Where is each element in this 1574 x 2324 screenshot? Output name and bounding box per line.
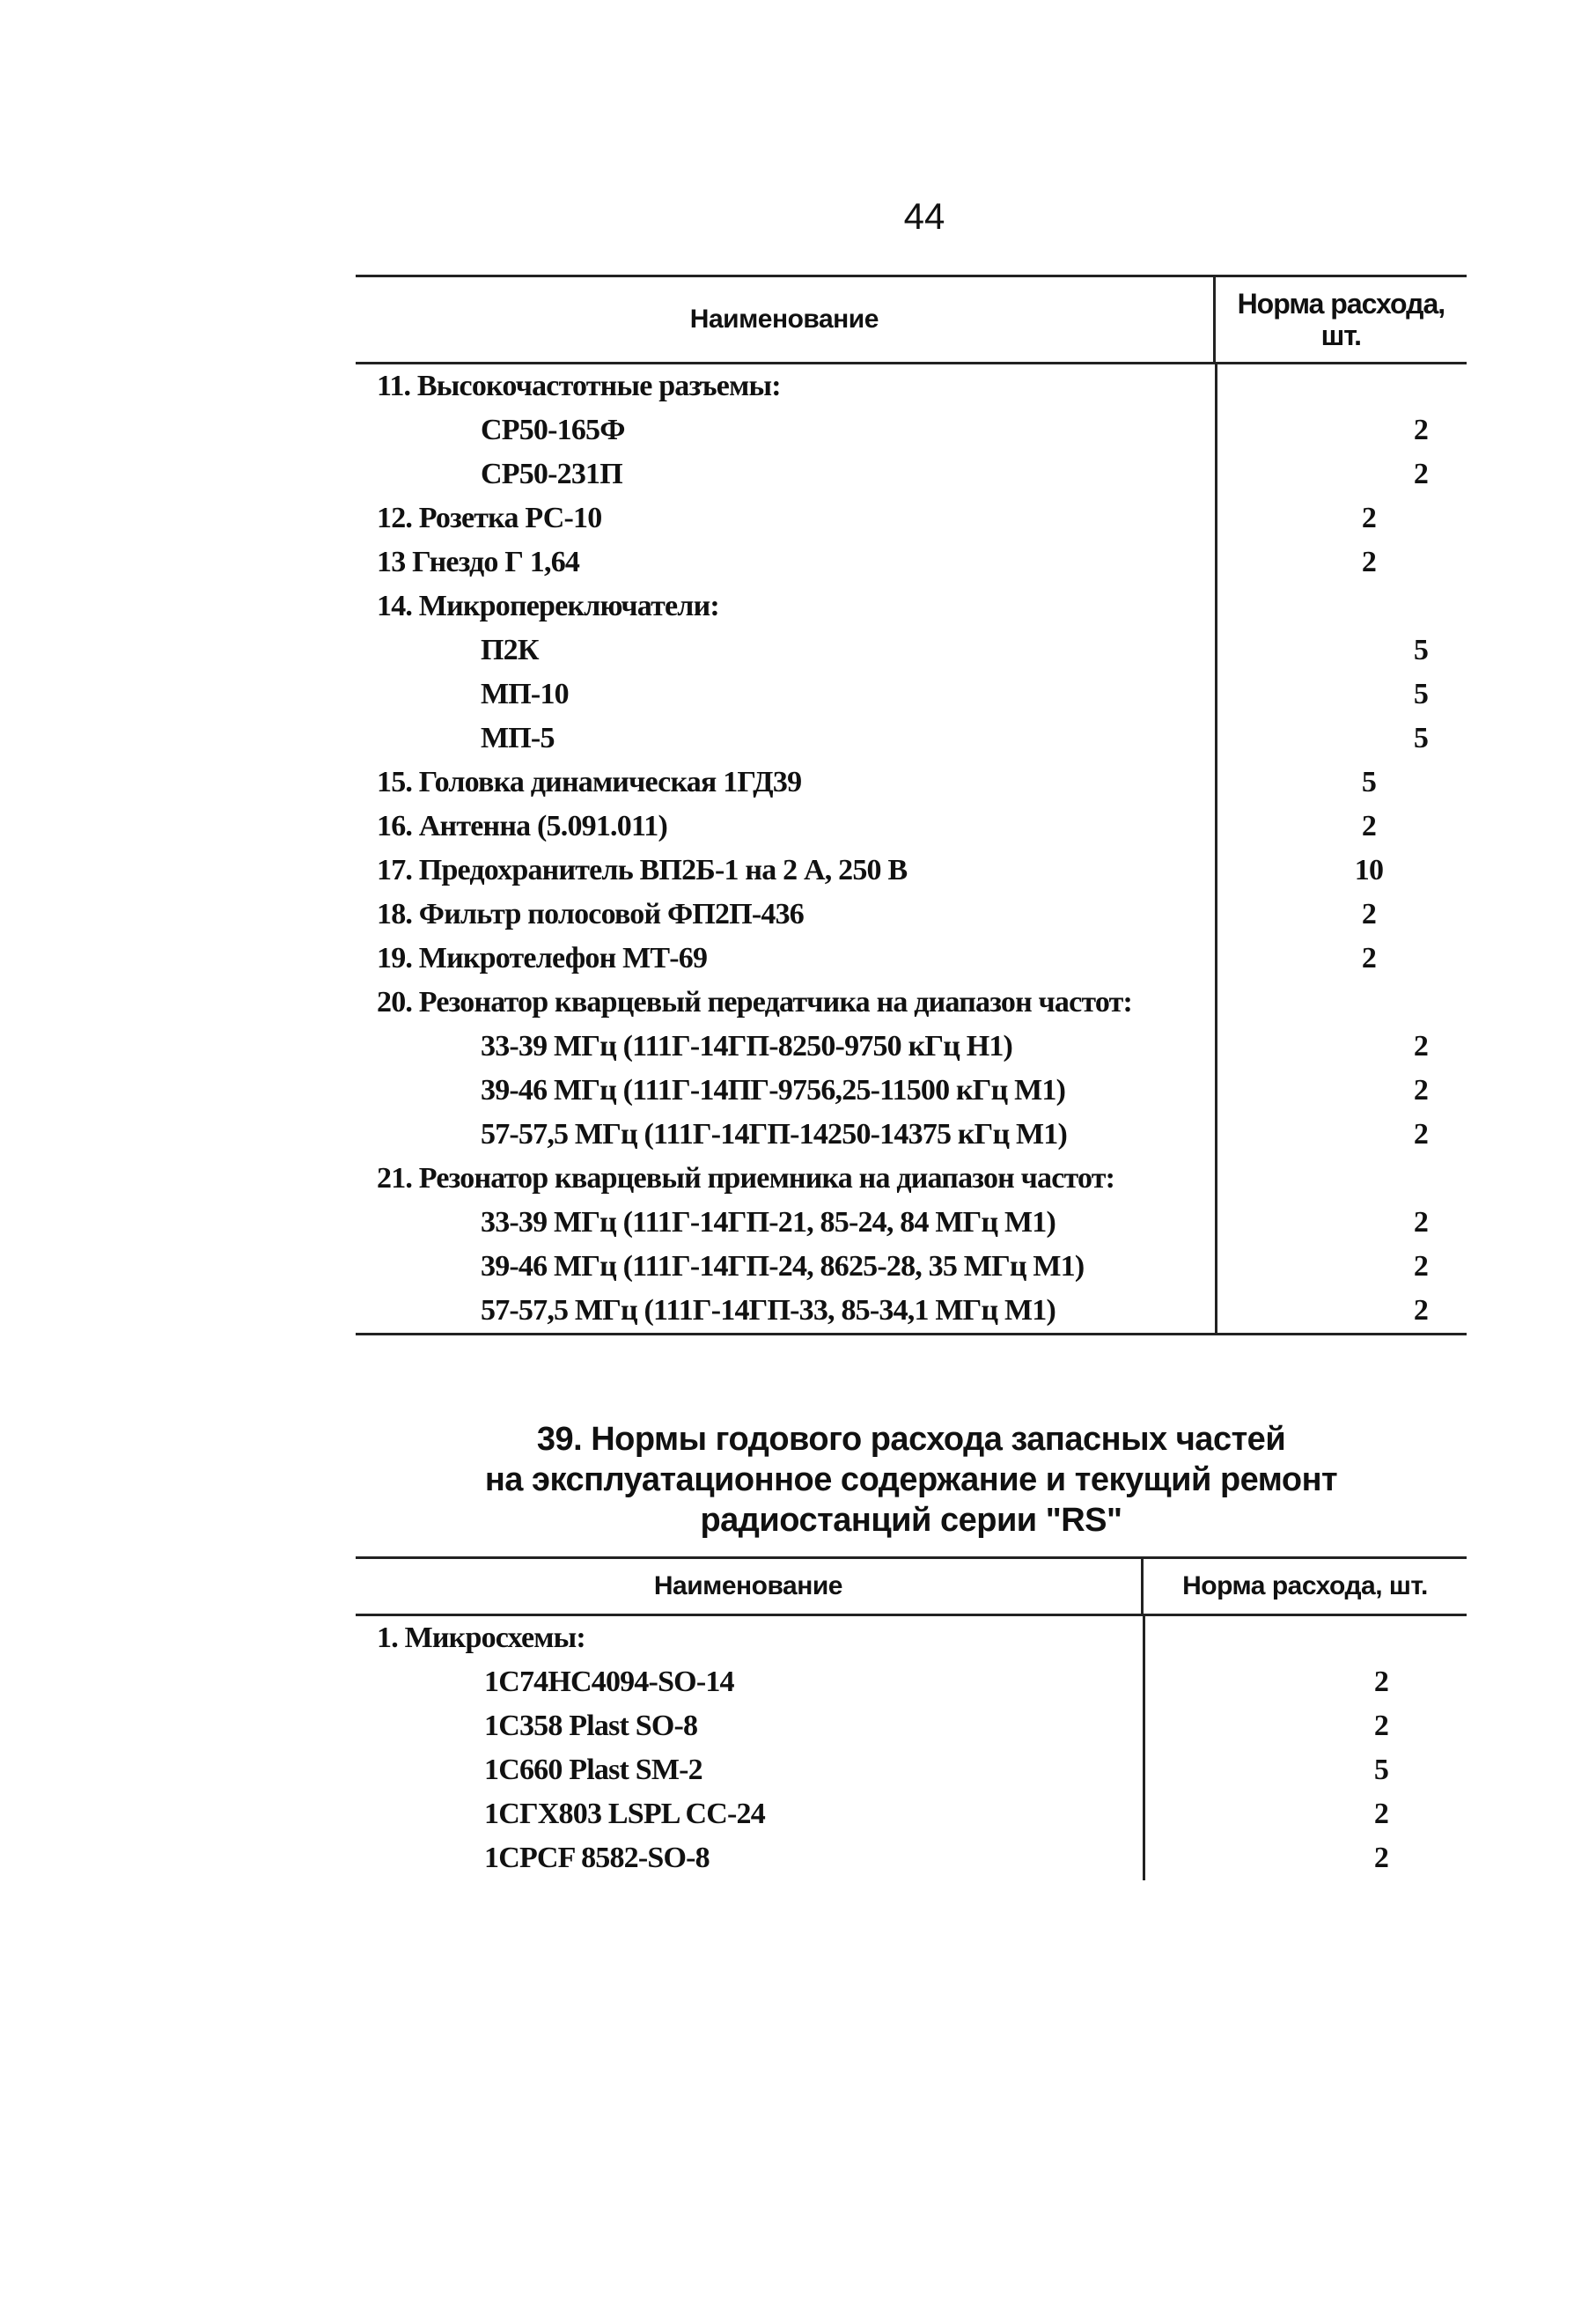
- row-name: 11. Высокочастотные разъемы:: [377, 370, 781, 402]
- row-norm-value: 2: [1413, 1206, 1429, 1239]
- row-name: МП-10: [481, 678, 569, 710]
- row-norm-value: 5: [1413, 634, 1429, 666]
- table-row: [356, 1616, 1467, 1660]
- table-row: [356, 1157, 1467, 1201]
- row-name: 16. Антенна (5.091.011): [377, 810, 667, 842]
- row-name: 1С358 Plast SO-8: [484, 1710, 698, 1742]
- table-body: [356, 1616, 1467, 1880]
- table-header: [356, 275, 1467, 364]
- row-norm-value: 2: [1361, 502, 1377, 534]
- row-name: 21. Резонатор кварцевый приемника на диапазон частот:: [377, 1162, 1115, 1195]
- section-title-line-2: на эксплуатационное содержание и текущий ремонт: [484, 1461, 1338, 1498]
- row-norm-value: 2: [1373, 1842, 1389, 1874]
- table-row: [356, 1289, 1467, 1333]
- table-row: [356, 893, 1467, 937]
- row-name: 15. Головка динамическая 1ГД39: [377, 766, 802, 798]
- row-norm-value: 5: [1373, 1754, 1389, 1786]
- row-name: П2К: [481, 634, 539, 666]
- table-row: [356, 1245, 1467, 1289]
- section-title-line-1: 39. Нормы годового расхода запасных частей: [536, 1421, 1286, 1458]
- spare-parts-table-2: [356, 1556, 1467, 1880]
- row-name: 57-57,5 МГц (111Г-14ГП-33, 85-34,1 МГц М1): [481, 1294, 1056, 1327]
- header-name: Наименование: [653, 1571, 842, 1600]
- table-row: [356, 1704, 1467, 1748]
- row-name: 1С660 Plast SM-2: [484, 1754, 702, 1786]
- row-name: 20. Резонатор кварцевый передатчика на диапазон частот:: [377, 986, 1133, 1019]
- table-row: [356, 408, 1467, 452]
- row-norm-value: 5: [1361, 766, 1377, 798]
- table-row: [356, 1836, 1467, 1880]
- row-name: 33-39 МГц (111Г-14ГП-8250-9750 кГц Н1): [481, 1030, 1013, 1063]
- section-title: [356, 1419, 1467, 1541]
- row-norm-value: 2: [1413, 1118, 1429, 1151]
- table-row: [356, 1660, 1467, 1704]
- row-norm-value: 2: [1413, 414, 1429, 446]
- row-norm-value: 2: [1413, 458, 1429, 490]
- table-row: [356, 981, 1467, 1025]
- row-norm-value: 2: [1413, 1294, 1429, 1327]
- row-name: МП-5: [481, 722, 555, 754]
- table-row: [356, 541, 1467, 585]
- table-row: [356, 717, 1467, 761]
- row-name: 1СРCF 8582-SO-8: [484, 1842, 710, 1874]
- table-row: [356, 629, 1467, 673]
- row-name: 12. Розетка РС-10: [377, 502, 602, 534]
- row-name: 14. Микропереключатели:: [377, 590, 719, 622]
- page-number: 44: [903, 195, 945, 237]
- header-norm: Норма расхода, шт.: [1141, 1559, 1467, 1614]
- row-norm-value: 5: [1413, 678, 1429, 710]
- table-body: [356, 364, 1467, 1335]
- row-norm-value: 2: [1361, 942, 1377, 974]
- row-norm-value: 2: [1361, 810, 1377, 842]
- table-row: [356, 1201, 1467, 1245]
- row-name: 1С74НС4094-SO-14: [484, 1666, 734, 1698]
- row-name: СР50-231П: [481, 458, 622, 490]
- row-name: 1СГХ803 LSPL CC-24: [484, 1798, 765, 1830]
- row-name: 57-57,5 МГц (111Г-14ГП-14250-14375 кГц М1): [481, 1118, 1068, 1151]
- table-row: [356, 937, 1467, 981]
- table-row: [356, 673, 1467, 717]
- row-norm-value: 2: [1413, 1030, 1429, 1063]
- row-norm-value: 2: [1373, 1798, 1389, 1830]
- row-name: 39-46 МГц (111Г-14ПГ-9756,25-11500 кГц М1): [481, 1074, 1066, 1107]
- header-norm: Норма расхода, шт.: [1213, 277, 1467, 362]
- row-norm-value: 2: [1373, 1666, 1389, 1698]
- row-name: 13 Гнездо Г 1,64: [377, 546, 580, 578]
- table-row: [356, 1069, 1467, 1113]
- row-name: 1. Микросхемы:: [377, 1622, 585, 1654]
- table-row: [356, 849, 1467, 893]
- table-row: [356, 1748, 1467, 1792]
- spare-parts-table-1: [356, 275, 1467, 1335]
- row-norm-value: 2: [1413, 1074, 1429, 1107]
- row-name: 39-46 МГц (111Г-14ГП-24, 8625-28, 35 МГц М1): [481, 1250, 1085, 1283]
- row-norm-value: 10: [1354, 854, 1384, 886]
- table-row: [356, 585, 1467, 629]
- row-name: СР50-165Ф: [481, 414, 625, 446]
- row-name: 18. Фильтр полосовой ФП2П-436: [377, 898, 804, 930]
- row-norm-value: 2: [1373, 1710, 1389, 1742]
- table-row: [356, 452, 1467, 496]
- table-row: [356, 761, 1467, 805]
- table-row: [356, 1025, 1467, 1069]
- table-row: [356, 1113, 1467, 1157]
- header-name: Наименование: [689, 305, 879, 334]
- row-name: 17. Предохранитель ВП2Б-1 на 2 А, 250 В: [377, 854, 908, 886]
- table-row: [356, 1792, 1467, 1836]
- table-row: [356, 364, 1467, 408]
- table-row: [356, 805, 1467, 849]
- section-title-line-3: радиостанций серии "RS": [700, 1502, 1122, 1539]
- row-norm-value: 2: [1361, 898, 1377, 930]
- row-norm-value: 2: [1413, 1250, 1429, 1283]
- row-norm-value: 2: [1361, 546, 1377, 578]
- table-row: [356, 496, 1467, 541]
- row-name: 33-39 МГц (111Г-14ГП-21, 85-24, 84 МГц М1): [481, 1206, 1056, 1239]
- row-name: 19. Микротелефон МТ-69: [377, 942, 708, 974]
- row-norm-value: 5: [1413, 722, 1429, 754]
- table-header: [356, 1556, 1467, 1616]
